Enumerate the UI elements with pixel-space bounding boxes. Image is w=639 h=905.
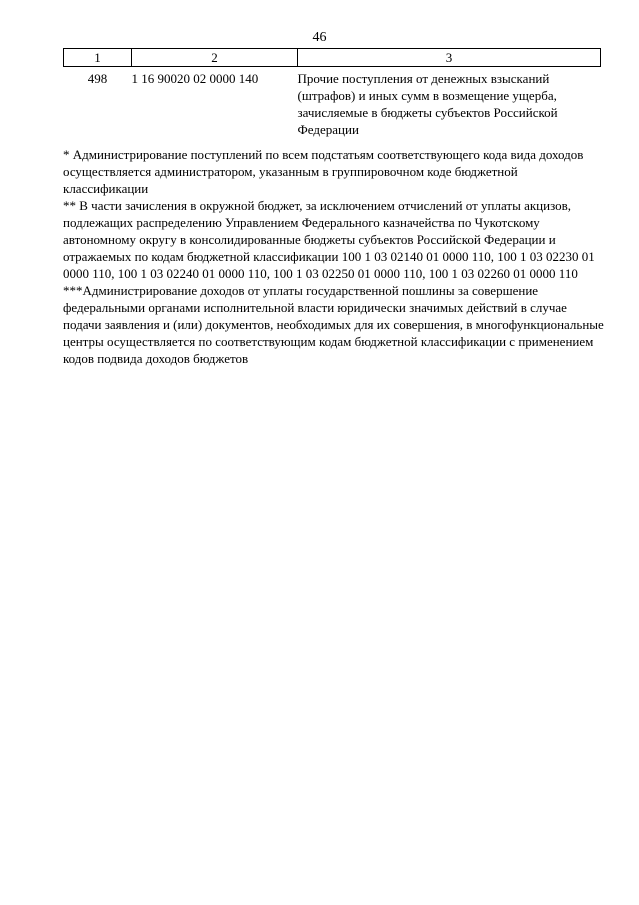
kbk-code-cell: 1 16 90020 02 0000 140 [131,71,259,86]
page-number: 46 [312,30,327,45]
table-row [64,67,601,139]
footnotes [63,146,605,367]
footnote-1-line-2: осуществляется администратором, указанным в группировочном коде бюджетной классификации [63,164,518,196]
column-header-1: 1 [64,49,132,67]
footnote-1-line-1: * Администрирование поступлений по всем подстатьям соответствующего кода вида доходов [63,147,584,162]
admin-code-cell: 498 [87,71,108,86]
column-header-2: 2 [132,49,298,67]
budget-codes-table [63,48,601,138]
column-header-3: 3 [298,49,601,67]
footnote-2: ** В части зачисления в окружной бюджет, за исключением отчислений от уплаты акцизов, подлежащих распределению Управлением Федерального казначейства по Чукотскому автономному округу в консолидированные бюджеты субъектов Российской Федерации и отражаемых по кодам бюджетной классификации 100 1 03 02140 01 0000 110, 100 1 03 02230 01 0000 110, 100 1 03 02240 01 0000 110, 100 1 03 02250 01 0000 110, 100 1 03 02260 01 0000 110 [63,198,595,281]
footnote-3: ***Администрирование доходов от уплаты государственной пошлины за совершение федеральными органами исполнительной власти юридически значимых действий в случае подачи заявления и (или) документов, необходимых для их совершения, в многофункциональные центры осуществляется по соответствующим кодам бюджетной классификации с применением кодов подвида доходов бюджетов [63,283,604,366]
table-header-row [64,49,601,67]
revenue-description-cell: Прочие поступления от денежных взысканий (штрафов) и иных сумм в возмещение ущерба, зачисляемые в бюджеты субъектов Российской Федерации [297,71,558,137]
